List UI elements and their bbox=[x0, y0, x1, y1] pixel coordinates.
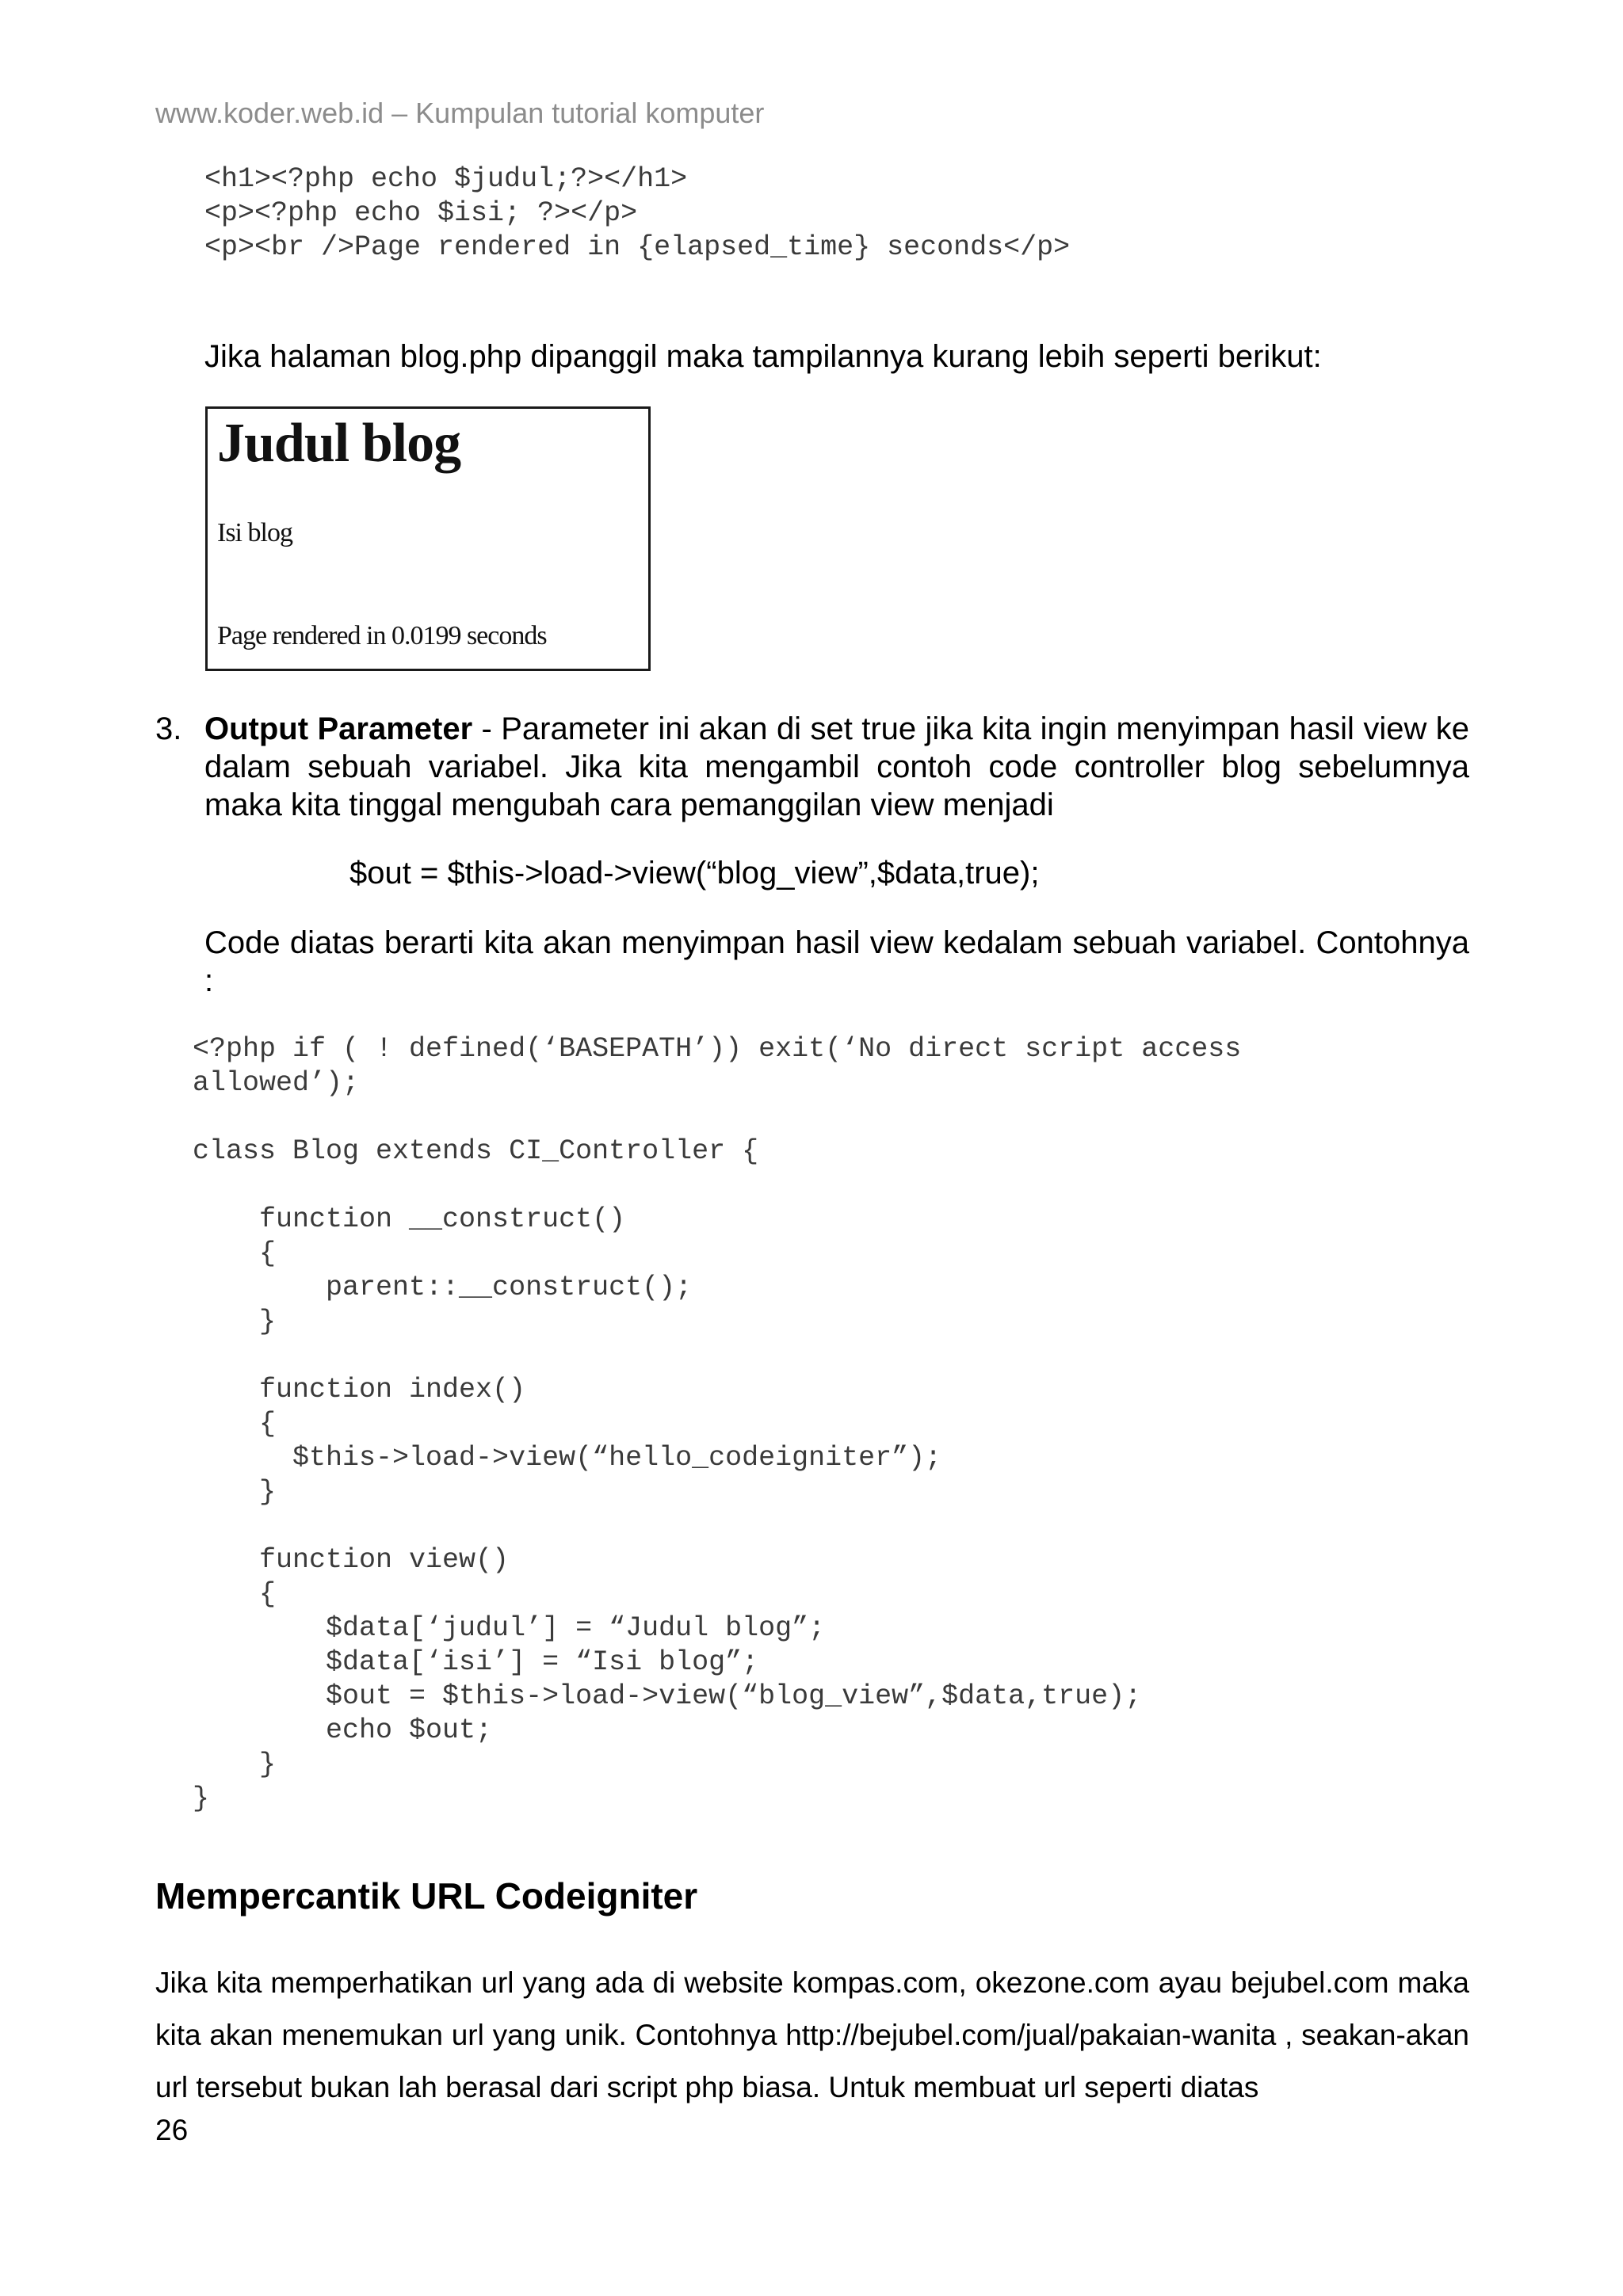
browser-preview bbox=[205, 406, 651, 671]
code-line bbox=[193, 1339, 1241, 1373]
list-item-term: Output Parameter bbox=[204, 711, 473, 746]
code-line: echo $out; bbox=[193, 1714, 493, 1746]
explanation-paragraph: Code diatas berarti kita akan menyimpan hasil view kedalam sebuah variabel. Contohnya : bbox=[204, 925, 1469, 998]
list-item-description: - Parameter ini akan di set true jika kita ingin menyimpan hasil view ke dalam sebuah variabel. Jika kita mengambil contoh code controller blog sebelumnya maka kita tinggal mengubah cara pemanggilan view menjadi bbox=[204, 711, 1469, 822]
code-line: function __construct() bbox=[193, 1203, 626, 1235]
code-line: $out = $this->load->view(“blog_view”,$data,true); bbox=[193, 1680, 1142, 1712]
view-statement: $out = $this->load->view(“blog_view”,$data,true); bbox=[349, 856, 1040, 891]
code-line: function view() bbox=[193, 1544, 510, 1576]
code-line: $this->load->view(“hello_codeigniter”); bbox=[193, 1442, 942, 1474]
code-line: { bbox=[193, 1408, 277, 1440]
code-line: } bbox=[193, 1749, 277, 1780]
code-line: <h1><?php echo $judul;?></h1> bbox=[204, 163, 688, 195]
list-item-text bbox=[204, 710, 1469, 824]
code-line: <?php if ( ! defined(‘BASEPATH’)) exit(‘No direct script access bbox=[193, 1033, 1242, 1065]
page-number: 26 bbox=[155, 2114, 189, 2146]
section-paragraph: Jika kita memperhatikan url yang ada di website kompas.com, okezone.com ayau bejubel.com maka kita akan menemukan url yang unik. Contohnya http://bejubel.com/jual/pakaian-wanita , seakan-akan url tersebut bukan lah berasal dari script php biasa. Untuk membuat url seperti diatas bbox=[155, 1966, 1469, 2103]
code-line: class Blog extends CI_Controller { bbox=[193, 1135, 759, 1167]
view-code-block bbox=[204, 162, 1070, 265]
preview-body: Isi blog bbox=[217, 518, 292, 547]
intro-paragraph: Jika halaman blog.php dipanggil maka tampilannya kurang lebih seperti berikut: bbox=[204, 339, 1322, 374]
preview-title: Judul blog bbox=[217, 413, 461, 474]
code-line: allowed’); bbox=[193, 1067, 360, 1099]
section-heading: Mempercantik URL Codeigniter bbox=[155, 1875, 698, 1917]
list-number: 3. bbox=[155, 711, 182, 746]
page-header: www.koder.web.id – Kumpulan tutorial komputer bbox=[155, 97, 765, 129]
code-line: { bbox=[193, 1238, 277, 1269]
code-line: parent::__construct(); bbox=[193, 1272, 693, 1303]
preview-footer: Page rendered in 0.0199 seconds bbox=[217, 621, 547, 650]
code-line bbox=[193, 1169, 1241, 1203]
code-line bbox=[193, 1509, 1241, 1543]
code-line: } bbox=[193, 1476, 277, 1508]
code-line: <p><br />Page rendered in {elapsed_time} seconds</p> bbox=[204, 231, 1071, 263]
code-line: <p><?php echo $isi; ?></p> bbox=[204, 197, 638, 229]
code-line: $data[‘judul’] = “Judul blog”; bbox=[193, 1612, 826, 1644]
code-line bbox=[193, 1100, 1241, 1135]
controller-code-block bbox=[193, 1032, 1241, 1816]
code-line: function index() bbox=[193, 1374, 526, 1405]
code-line: { bbox=[193, 1578, 277, 1610]
code-line: $data[‘isi’] = “Isi blog”; bbox=[193, 1646, 759, 1678]
code-line: } bbox=[193, 1783, 210, 1814]
code-line: } bbox=[193, 1306, 277, 1337]
